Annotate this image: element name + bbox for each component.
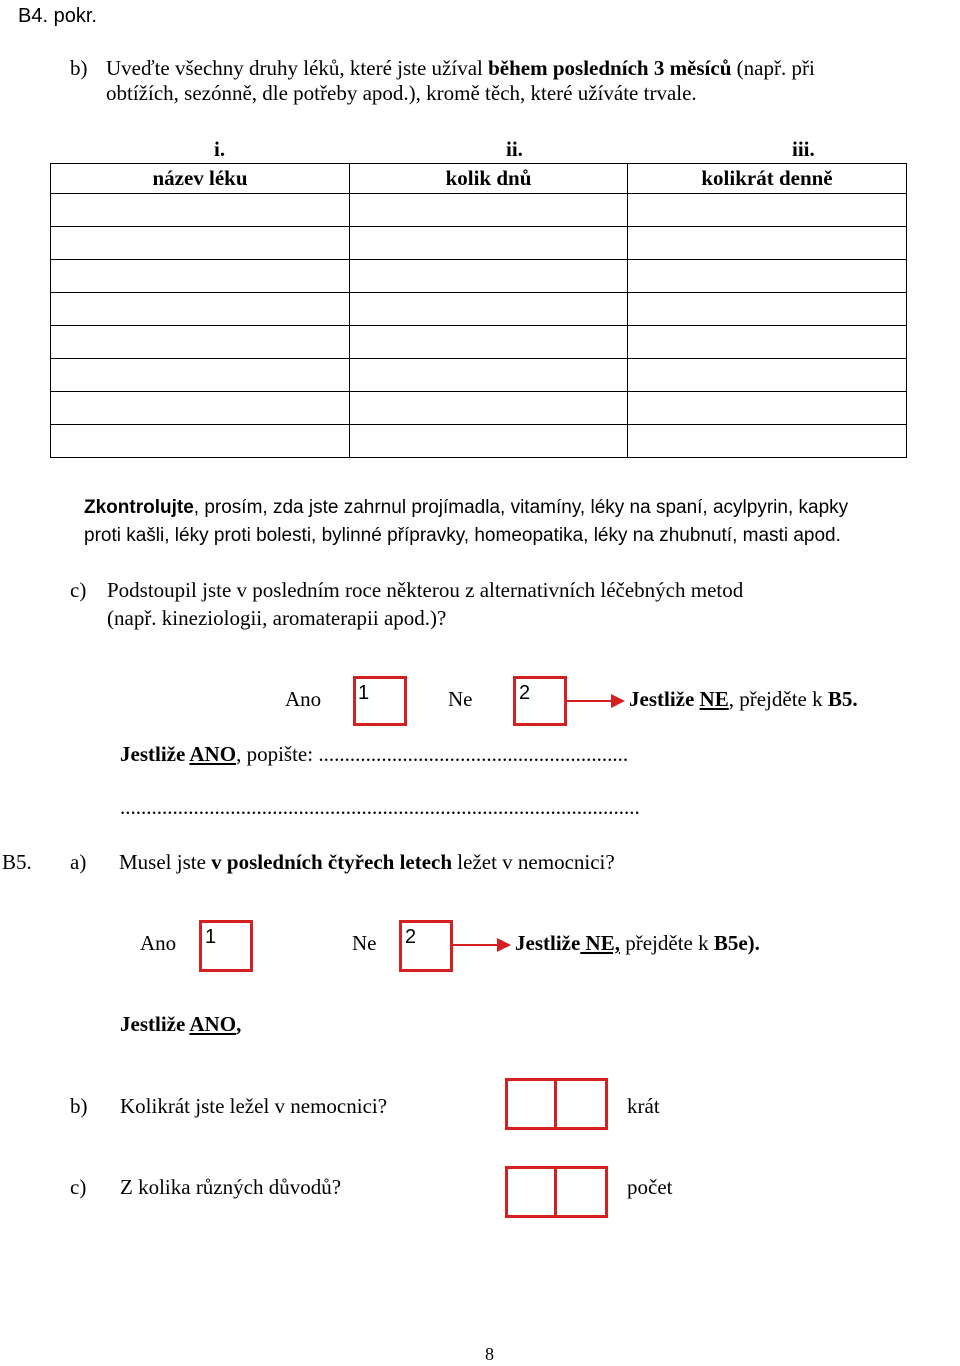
b5-if-yes: Jestliže ANO,: [120, 1012, 242, 1036]
question-b5a-text: Musel jste v posledních čtyřech letech ležet v nemocnici?: [119, 850, 615, 874]
table-row: [51, 359, 907, 392]
table-cell[interactable]: [51, 194, 350, 227]
skip-arrow-icon: [611, 694, 625, 708]
table-cell[interactable]: [350, 359, 628, 392]
table-cell[interactable]: [350, 293, 628, 326]
table-cell[interactable]: [628, 227, 907, 260]
table-cell[interactable]: [628, 260, 907, 293]
section-header: B4. pokr.: [18, 5, 97, 27]
table-cell[interactable]: [628, 293, 907, 326]
table-cell[interactable]: [51, 293, 350, 326]
if-yes-describe: Jestliže ANO, popište: ...........................................................: [120, 742, 629, 766]
question-b5c-marker: c): [70, 1175, 87, 1199]
question-b5a-marker: a): [70, 850, 87, 874]
table-cell[interactable]: [628, 425, 907, 458]
question-b4c-line1: Podstoupil jste v posledním roce některou z alternativních léčebných metod: [107, 578, 744, 602]
answer-no-code: 2: [519, 682, 531, 704]
b5-answer-yes-code: 1: [205, 926, 217, 948]
column-number-ii: ii.: [506, 137, 523, 161]
table-cell[interactable]: [350, 425, 628, 458]
question-b4c-line2: (např. kineziologii, aromaterapii apod.)?: [107, 606, 447, 630]
table-cell[interactable]: [628, 359, 907, 392]
question-b5b-marker: b): [70, 1094, 88, 1118]
b5-skip-arrow-line: [453, 944, 499, 946]
table-cell[interactable]: [350, 260, 628, 293]
table-cell[interactable]: [628, 326, 907, 359]
answer-yes-label: Ano: [285, 687, 322, 711]
section-b5-label: B5.: [2, 850, 32, 874]
question-b4c-marker: c): [70, 578, 87, 602]
table-cell[interactable]: [51, 260, 350, 293]
table-row: [51, 260, 907, 293]
table-header-row: [51, 164, 907, 194]
table-cell[interactable]: [51, 326, 350, 359]
answer-no-label: Ne: [448, 687, 473, 711]
skip-arrow-line: [567, 700, 613, 702]
table-cell[interactable]: [51, 392, 350, 425]
b5-answer-no-code: 2: [405, 926, 417, 948]
table-row: [51, 425, 907, 458]
b5c-unit: počet: [627, 1175, 673, 1199]
table-row: [51, 194, 907, 227]
table-cell[interactable]: [350, 326, 628, 359]
question-b4b-line2: obtížích, sezónně, dle potřeby apod.), kromě těch, které užíváte trvale.: [106, 81, 697, 105]
b5-skip-arrow-icon: [497, 938, 511, 952]
table-cell[interactable]: [628, 392, 907, 425]
table-cell[interactable]: [51, 425, 350, 458]
check-note-line2: proti kašli, léky proti bolesti, bylinné přípravky, homeopatika, léky na zhubnutí, masti apod.: [84, 525, 841, 546]
table-row: [51, 392, 907, 425]
table-row: [51, 326, 907, 359]
column-header-days: kolik dnů: [350, 164, 628, 194]
b5b-unit: krát: [627, 1094, 660, 1118]
table-cell[interactable]: [350, 227, 628, 260]
column-header-times-daily: kolikrát denně: [628, 164, 907, 194]
question-b5b-text: Kolikrát jste ležel v nemocnici?: [120, 1094, 388, 1118]
b5c-digit-divider: [554, 1166, 557, 1218]
column-number-i: i.: [214, 137, 226, 161]
question-b5c-text: Z kolika různých důvodů?: [120, 1175, 342, 1199]
b5b-digit-divider: [554, 1078, 557, 1130]
b5-answer-no-label: Ne: [352, 931, 377, 955]
check-note-line1: Zkontrolujte, prosím, zda jste zahrnul projímadla, vitamíny, léky na spaní, acylpyrin, kapky: [84, 497, 849, 518]
table-row: [51, 293, 907, 326]
describe-dots-line[interactable]: ...................................................................................................: [120, 795, 640, 819]
table-row: [51, 227, 907, 260]
page-number: 8: [485, 1344, 494, 1364]
table-cell[interactable]: [350, 194, 628, 227]
table-cell[interactable]: [51, 227, 350, 260]
table-cell[interactable]: [51, 359, 350, 392]
b5-answer-yes-label: Ano: [140, 931, 177, 955]
answer-yes-code: 1: [358, 682, 370, 704]
skip-instruction: Jestliže NE, přejděte k B5.: [629, 687, 858, 711]
medication-table: [50, 163, 907, 458]
table-cell[interactable]: [628, 194, 907, 227]
b5-skip-instruction: Jestliže NE, přejděte k B5e).: [515, 931, 760, 955]
column-header-name: název léku: [51, 164, 350, 194]
column-number-iii: iii.: [792, 137, 815, 161]
table-cell[interactable]: [350, 392, 628, 425]
question-b4b-marker: b): [70, 56, 88, 80]
question-b4b-line1: Uveďte všechny druhy léků, které jste užíval během posledních 3 měsíců (např. při: [106, 56, 815, 80]
